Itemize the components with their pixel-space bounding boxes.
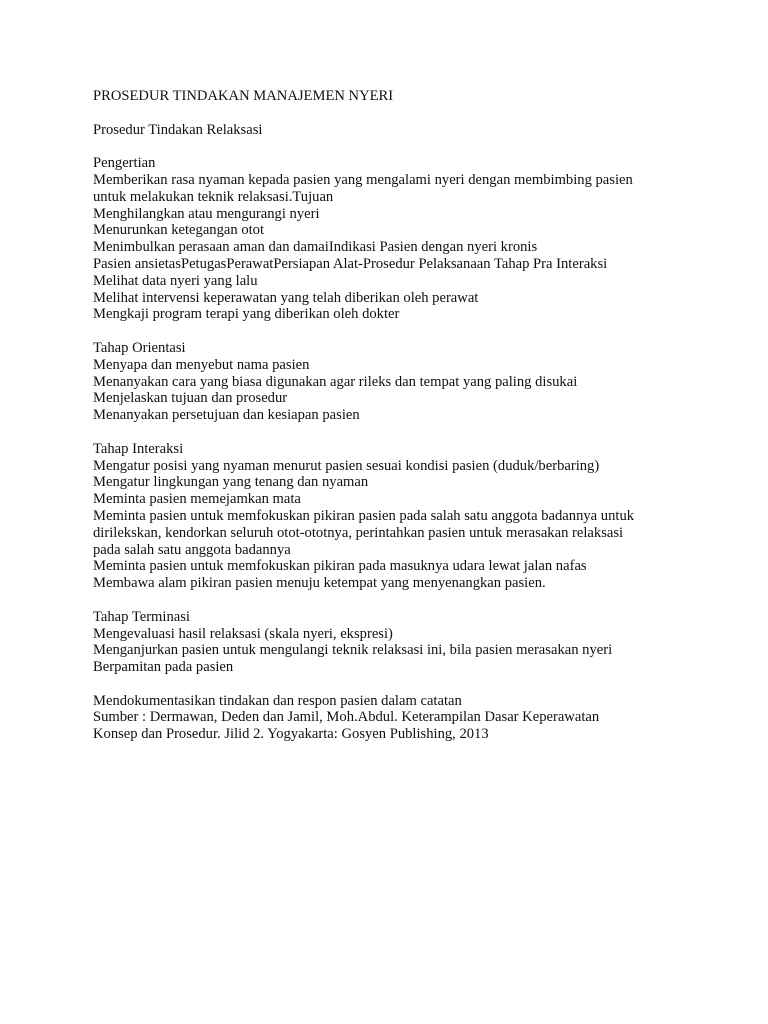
text-line: Menanyakan persetujuan dan kesiapan pasien — [93, 407, 360, 424]
spacer — [93, 138, 728, 155]
section-orientasi — [93, 340, 728, 424]
text-line: Sumber : Dermawan, Deden dan Jamil, Moh.Abdul. Keterampilan Dasar Keperawatan — [93, 709, 600, 726]
text-line: Menghilangkan atau mengurangi nyeri — [93, 205, 320, 222]
text-line: Menurunkan ketegangan otot — [93, 222, 265, 239]
spacer — [93, 676, 728, 693]
spacer — [93, 424, 728, 441]
document-subtitle-block — [93, 122, 728, 139]
section-heading: Tahap Orientasi — [93, 339, 186, 356]
section-heading: Tahap Terminasi — [93, 608, 190, 625]
document-title: PROSEDUR TINDAKAN MANAJEMEN NYERI — [93, 88, 394, 104]
text-line: Meminta pasien untuk memfokuskan pikiran pada masuknya udara lewat jalan nafas — [93, 558, 587, 575]
text-line: Konsep dan Prosedur. Jilid 2. Yogyakarta: Gosyen Publishing, 2013 — [93, 726, 489, 743]
section-heading: Tahap Interaksi — [93, 440, 184, 457]
text-line: Melihat intervensi keperawatan yang telah diberikan oleh perawat — [93, 289, 479, 306]
text-line: Menjelaskan tujuan dan prosedur — [93, 390, 288, 407]
text-line: Menganjurkan pasien untuk mengulangi teknik relaksasi ini, bila pasien merasakan nyeri — [93, 642, 613, 659]
text-line: Mengatur posisi yang nyaman menurut pasien sesuai kondisi pasien (duduk/berbaring) — [93, 457, 600, 474]
document-body — [93, 138, 728, 743]
text-line: Berpamitan pada pasien — [93, 659, 234, 676]
text-line: Meminta pasien memejamkan mata — [93, 491, 301, 508]
text-line: Menyapa dan menyebut nama pasien — [93, 356, 310, 373]
text-line: dirilekskan, kendorkan seluruh otot-ototnya, perintahkan pasien untuk merasakan relaksasi — [93, 524, 624, 541]
text-line: Pasien ansietasPetugasPerawatPersiapan Alat-Prosedur Pelaksanaan Tahap Pra Interaksi — [93, 255, 608, 272]
spacer — [93, 323, 728, 340]
text-line: Menimbulkan perasaan aman dan damaiIndikasi Pasien dengan nyeri kronis — [93, 239, 538, 256]
text-line: untuk melakukan teknik relaksasi.Tujuan — [93, 188, 334, 205]
text-line: Melihat data nyeri yang lalu — [93, 272, 258, 289]
section-heading: Pengertian — [93, 155, 156, 172]
spacer — [93, 105, 728, 122]
text-line: Memberikan rasa nyaman kepada pasien yang mengalami nyeri dengan membimbing pasien — [93, 171, 633, 188]
document-subtitle: Prosedur Tindakan Relaksasi — [93, 121, 263, 138]
section-pengertian — [93, 155, 728, 323]
section-interaksi — [93, 441, 728, 592]
text-line: Mengevaluasi hasil relaksasi (skala nyeri, ekspresi) — [93, 625, 393, 642]
text-line: Mendokumentasikan tindakan dan respon pasien dalam catatan — [93, 692, 462, 709]
text-line: Meminta pasien untuk memfokuskan pikiran pasien pada salah satu anggota badannya untuk — [93, 507, 635, 524]
section-dokumentasi — [93, 693, 728, 743]
text-line: Mengkaji program terapi yang diberikan oleh dokter — [93, 306, 400, 323]
text-line: pada salah satu anggota badannya — [93, 541, 291, 558]
text-line: Membawa alam pikiran pasien menuju ketempat yang menyenangkan pasien. — [93, 575, 546, 592]
spacer — [93, 592, 728, 609]
document-title-block — [93, 88, 728, 105]
text-line: Menanyakan cara yang biasa digunakan agar rileks dan tempat yang paling disukai — [93, 373, 578, 390]
section-terminasi — [93, 609, 728, 676]
text-line: Mengatur lingkungan yang tenang dan nyaman — [93, 474, 369, 491]
